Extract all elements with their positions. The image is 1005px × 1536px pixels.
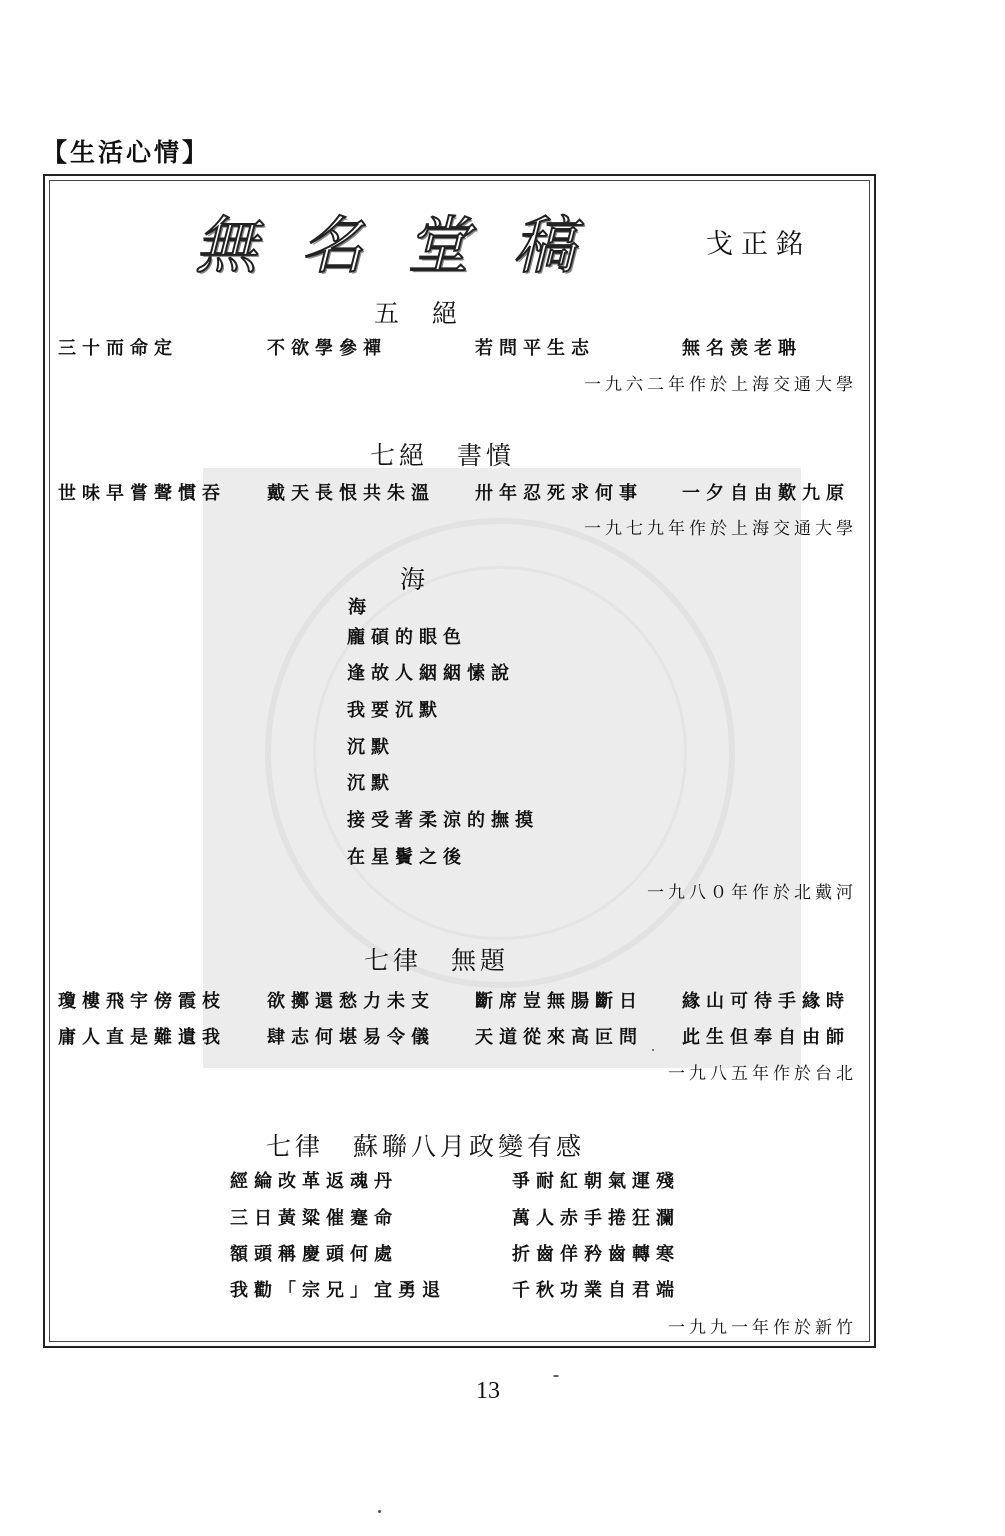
poem-line: 接受著柔涼的撫摸	[347, 810, 539, 831]
poem-line: 卅年忍死求何事	[475, 483, 643, 504]
poem-line: 萬人赤手捲狂瀾	[512, 1208, 680, 1229]
poem-date: 一九八五年作於台北	[668, 1064, 857, 1084]
poem-line: 戴天長恨共朱溫	[267, 483, 435, 504]
author-name: 戈正銘	[706, 229, 811, 260]
poem-line: 海	[348, 597, 372, 618]
poem-line: 逢故人絪絪愫說	[347, 663, 515, 684]
poem-line: 斷席豈無腸斷日	[475, 991, 643, 1012]
poem-line: 世味早嘗聲慣吞	[58, 483, 226, 504]
poem-date: 一九八０年作於北戴河	[647, 883, 857, 903]
section-tag: 【生活心情】	[42, 138, 211, 167]
poem-title-wuti: 七律 無題	[364, 946, 510, 975]
poem-line: 在星鬢之後	[347, 847, 467, 868]
poem-line: 若問平生志	[475, 338, 595, 359]
poem-line: 欲擲還愁力未支	[267, 991, 435, 1012]
poem-line: 龐碩的眼色	[347, 627, 467, 648]
scan-speck	[378, 1510, 381, 1513]
poem-line: 瓊樓飛宇傍霞枝	[58, 991, 226, 1012]
poem-line: 沉默	[347, 737, 395, 758]
poem-line: 緣山可待手緣時	[682, 991, 850, 1012]
scan-speck	[652, 1049, 654, 1051]
poem-line: 天道從來高叵問	[475, 1027, 643, 1048]
poem-line: 爭耐紅朝氣運殘	[512, 1171, 680, 1192]
poem-line: 三日黃粱催蹇命	[230, 1208, 398, 1229]
poem-line: 沉默	[347, 773, 395, 794]
main-title: 無名堂稿	[195, 209, 620, 282]
poem-line: 一夕自由歎九原	[682, 483, 850, 504]
poem-line: 三十而命定	[58, 338, 178, 359]
poem-line: 經綸改革返魂丹	[230, 1171, 398, 1192]
poem-title-sulian: 七律 蘇聯八月政變有感	[266, 1132, 586, 1161]
poem-line: 肆志何堪易令儀	[267, 1027, 435, 1048]
poem-date: 一九六二年作於上海交通大學	[584, 375, 857, 395]
scan-speck	[553, 1375, 559, 1377]
poem-title-shufen: 七絕 書憤	[370, 441, 516, 470]
poem-line: 我要沉默	[347, 700, 443, 721]
page-number: 13	[476, 1378, 500, 1404]
poem-line: 折齒佯矜齒轉寒	[512, 1244, 680, 1265]
poem-date: 一九九一年作於新竹	[668, 1318, 857, 1338]
poem-line: 千秋功業自君端	[512, 1280, 680, 1301]
poem-line: 無名羡老聃	[682, 338, 802, 359]
poem-title-wujue: 五 絕	[374, 299, 462, 328]
poem-line: 此生但奉自由師	[682, 1027, 850, 1048]
poem-date: 一九七九年作於上海交通大學	[584, 519, 857, 539]
poem-title-hai: 海	[400, 565, 430, 594]
poem-line: 我勸「宗兄」宜勇退	[230, 1280, 446, 1301]
poem-line: 庸人直是難遺我	[58, 1027, 226, 1048]
poem-line: 額頭稱慶頭何處	[230, 1244, 398, 1265]
poem-line: 不欲學參禪	[267, 338, 387, 359]
